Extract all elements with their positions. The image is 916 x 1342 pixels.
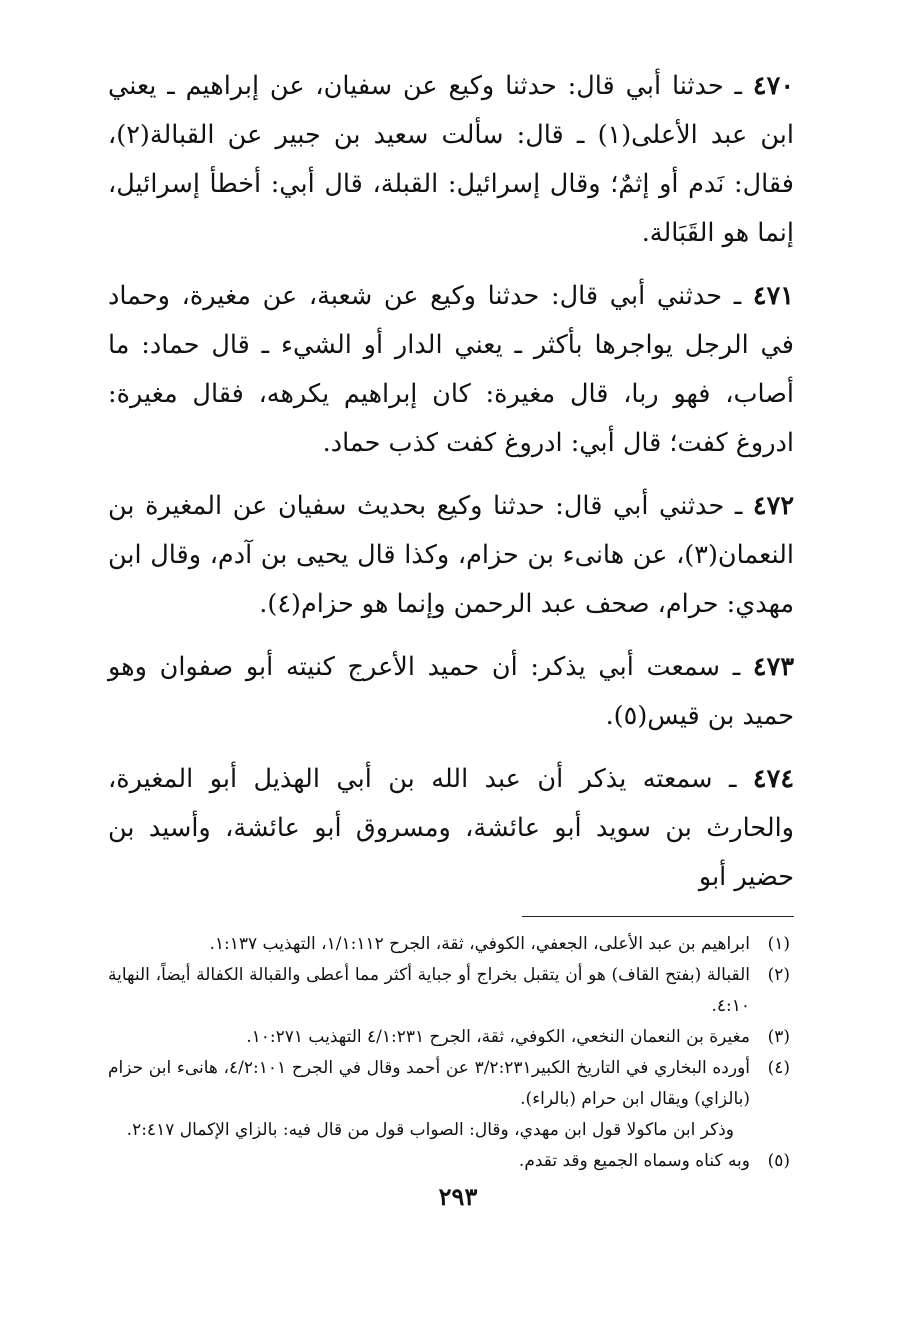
footnote-4-continuation: وذكر ابن ماكولا قول ابن مهدي، وقال: الصواب قول من قال فيه: بالزاي الإكمال ٢:٤١٧. [126,1120,734,1140]
footnote-text: أورده البخاري في التاريخ الكبير٣/٢:٢٣١ عن أحمد وقال في الجرح ٤/٢:١٠١، هانىء ابن حزام (بالزاي) ويقال ابن حرام (بالراء). [108,1058,750,1109]
footnote-4 [108,1053,794,1115]
entry-number: ٤٧٣ [752,652,795,682]
entry-472 [108,482,794,629]
page-body [108,62,794,1177]
footnote-text: مغيرة بن النعمان النخعي، الكوفي، ثقة، الجرح ٤/١:٢٣١ التهذيب ١٠:٢٧١. [246,1027,750,1047]
footnote-mark: (١) [767,934,790,954]
footnote-text: وبه كناه وسماه الجميع وقد تقدم. [518,1151,750,1171]
footnote-5 [108,1146,794,1177]
footnote-mark: (٣) [767,1027,790,1047]
footnote-text: القبالة (بفتح القاف) هو أن يتقبل بخراج أو جباية أكثر مما أعطى والقبالة الكفالة أيضاً، النهاية ٤:١٠. [108,965,750,1016]
footnote-2 [108,960,794,1022]
entry-470 [108,62,794,258]
footnotes [108,929,794,1177]
entry-473 [108,643,794,741]
footnote-text: ابراهيم بن عبد الأعلى، الجعفي، الكوفي، ثقة، الجرح ١/١:١١٢، التهذيب ١:١٣٧. [209,934,750,954]
entry-number: ٤٧١ [752,281,794,311]
entry-text: سمعت أبي يذكر: أن حميد الأعرج كنيته أبو صفوان وهو حميد بن قيس(٥). [108,652,794,731]
entry-separator: ـ [734,491,743,521]
entry-number: ٤٧٤ [752,764,795,794]
entry-text: حدثنا أبي قال: حدثنا وكيع عن سفيان، عن إبراهيم ـ يعني ابن عبد الأعلى(١) ـ قال: سألت سعيد بن جبير عن القبالة(٢)، فقال: نَدم أو إثمٌ؛ وقال إسرائيل: القبلة، قال أبي: أخطأ إسرائيل، إنما هو القَبَالة. [108,71,794,248]
footnote-mark: (٢) [767,965,790,985]
footnote-mark: (٤) [767,1058,790,1078]
footnote-1 [108,929,794,960]
entry-separator: ـ [732,652,741,682]
footnote-3 [108,1022,794,1053]
entry-text: حدثني أبي قال: حدثنا وكيع بحديث سفيان عن المغيرة بن النعمان(٣)، عن هانىء بن حزام، وكذا قال يحيى بن آدم، وقال ابن مهدي: حرام، صحف عبد الرحمن وإنما هو حزام(٤). [108,491,794,619]
entry-474 [108,755,794,902]
entry-number: ٤٧٠ [752,71,795,101]
page-number: ٢٩٣ [438,1182,478,1211]
footnote-divider [522,916,794,917]
entry-separator: ـ [734,71,743,101]
entry-text: سمعته يذكر أن عبد الله بن أبي الهذيل أبو المغيرة، والحارث بن سويد أبو عائشة، ومسروق أبو عائشة، وأسيد بن حضير أبو [108,764,794,892]
entry-number: ٤٧٢ [752,491,795,521]
entry-separator: ـ [733,281,742,311]
entry-separator: ـ [728,764,737,794]
entry-471 [108,272,794,468]
footnote-mark: (٥) [767,1151,790,1171]
entry-text: حدثني أبي قال: حدثنا وكيع عن شعبة، عن مغيرة، وحماد في الرجل يواجرها بأكثر ـ يعني الدار أو الشيء ـ قال حماد: ما أصاب، فهو ربا، قال مغيرة: كان إبراهيم يكرهه، فقال مغيرة: ادروغ كفت؛ قال أبي: ادروغ كفت كذب حماد. [108,281,794,458]
